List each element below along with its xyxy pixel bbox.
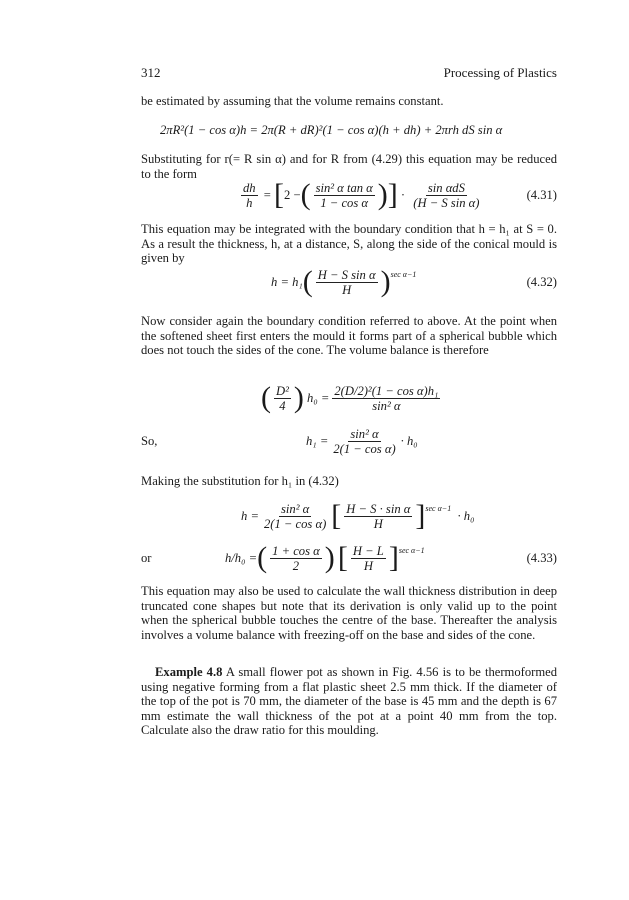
exponent: sec α−1 (398, 545, 425, 555)
fraction-denominator: H (373, 516, 383, 531)
equation-volume-balance: ( $\frac{\text{D²}}{4}$ ) h₀ = $\frac{\text{2(D/2)²(1 − cos α)h₁}}{\text{sin² α}}$ (261, 381, 439, 414)
term: · h₀ (457, 508, 475, 523)
page-number: 312 (141, 65, 161, 80)
term: 2 − (284, 187, 301, 202)
equation-4-32: h = h₁ ( $\frac{\text{H − S sin α}}{H}$ ) sec α−1 (4.32) (271, 265, 557, 298)
fraction-numerator: sin² α (350, 426, 379, 441)
page-header (141, 65, 557, 81)
fraction-denominator: 1 − cos α (320, 195, 368, 210)
fraction-denominator: 2 (292, 558, 300, 573)
fraction-numerator: sin αdS (427, 180, 465, 195)
fraction-denominator: H (342, 282, 352, 297)
paragraph: Making the substitution for h₁ in (4.32) (141, 474, 339, 488)
term: h₁ = (306, 433, 329, 448)
equation-volume: 2πR²(1 − cos α)h = 2π(R + dR)²(1 − cos α)(h + dh) + 2πrh dS sin α (160, 123, 503, 137)
fraction-numerator: H − S · sin α (346, 501, 411, 516)
example-label: Example 4.8 (155, 665, 223, 679)
fraction-numerator: sin² α (281, 501, 310, 516)
equation-4-31: $\frac{dh}{h}$ = [ 2 − ( $\frac{\text{sin² α tan α}}{\text{1 − cos α}}$ )] · sin αdS (H − S sin α) (4.31) (243, 178, 557, 211)
fraction-numerator: 1 + cos α (272, 543, 320, 558)
fraction-denominator: 4 (279, 398, 286, 413)
fraction-denominator: 2(1 − cos α) (263, 516, 327, 531)
paragraph: This equation may be integrated with the boundary condition that h = h₁ at S = 0. As a result the thickness, h, at a distance, S, along the side of the conical mould is given by (141, 222, 557, 266)
equation-label: (4.32) (526, 274, 557, 289)
fraction-denominator: (H − S sin α) (413, 195, 480, 210)
exponent: sec α−1 (390, 269, 417, 279)
equation-label: (4.33) (526, 550, 557, 565)
paragraph: be estimated by assuming that the volume remains constant. (141, 94, 444, 108)
term: · h₀ (400, 433, 418, 448)
example-text: A small flower pot as shown in Fig. 4.56 is to be thermoformed using negative forming from a flat plastic sheet 2.5 mm thick. If the diameter of the top of the pot is 70 mm, the diameter of the base is 45 mm and the depth is 67 mm estimate the wall thickness of the pot at a point 40 mm from the top. Calculate also the draw ratio for this moulding. (141, 665, 558, 738)
fraction-numerator: D² (276, 383, 289, 398)
fraction-denominator: H (363, 558, 373, 573)
fraction-denominator: 2(1 − cos α) (333, 441, 396, 456)
equation-substitution: h = $\frac{\text{sin² α}}{\text{2(1 − cos α)}}$ [ $\frac{\text{H − S · sin α}}{H}$ ] sec α−1 · h₀ (241, 499, 475, 532)
equation-h1 (141, 424, 557, 458)
paragraph: Now consider again the boundary condition referred to above. At the point when the softened sheet first enters the mould it forms part of a spherical bubble which does not touch the sides of the cone. The volume balance is therefore (141, 314, 557, 358)
fraction-denominator: sin² α (372, 398, 401, 413)
fraction-numerator: H − S sin α (317, 267, 376, 282)
equation-4-33: or h/h₀ = ( $\frac{\text{1 + cos α}}{2}$ ) [ $\frac{H - L}{H}$ ] sec α−1 (4.33) (141, 541, 557, 574)
running-title: Processing of Plastics (443, 65, 557, 80)
term: h/h₀ = (225, 550, 258, 565)
paragraph: This equation may also be used to calculate the wall thickness distribution in deep truncated cone shapes but note that its derivation is only valid up to the point when the spherical bubble touches the centre of the base. Thereafter the analysis involves a volume balance with freezing-off on the base and sides of the cone. (141, 584, 557, 642)
exponent: sec α−1 (425, 503, 452, 513)
fraction-numerator: H − L (352, 543, 384, 558)
fraction-numerator: 2(D/2)²(1 − cos α)h₁ (334, 383, 439, 398)
paragraph: Substituting for r(= R sin α) and for R from (4.29) this equation may be reduced to the form (141, 152, 557, 181)
fraction-denominator: h (246, 195, 253, 210)
example-paragraph (141, 665, 557, 738)
term: h = (241, 508, 259, 523)
prefix-text: So, (141, 433, 158, 448)
fraction-numerator: dh (243, 180, 256, 195)
prefix-text: or (141, 550, 152, 565)
term: h = h₁ (271, 274, 303, 289)
fraction-numerator: sin² α tan α (315, 180, 373, 195)
term: h₀ = (307, 390, 330, 405)
equation-label: (4.31) (526, 187, 557, 202)
